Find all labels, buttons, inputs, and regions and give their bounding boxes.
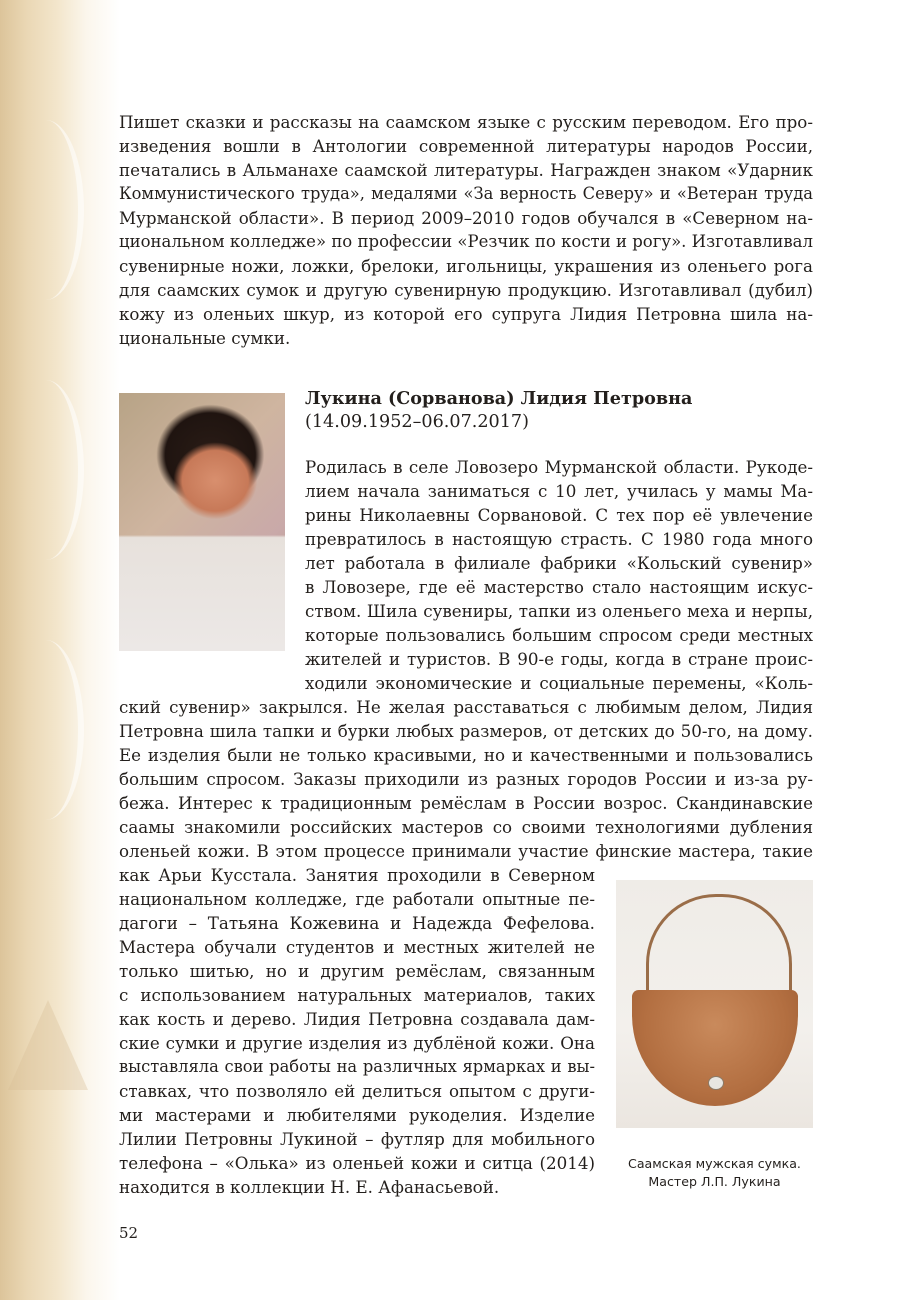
page-number: 52 xyxy=(119,1224,139,1242)
text-line: для саамских сумок и другую сувенирную продукцию. Изготавливал (дубил) xyxy=(119,280,813,300)
text-line: превратилось в настоящую страсть. С 1980 года много xyxy=(305,529,813,549)
text-line: Петровна шила тапки и бурки любых размеров, от детских до 50-го, на дому. xyxy=(119,721,813,741)
text-line: изведения вошли в Антологии современной литературы народов России, xyxy=(119,136,813,156)
text-line: печатались в Альманахе саамской литературы. Награжден знаком «Ударник xyxy=(119,160,813,180)
text-line: ский сувенир» закрылся. Не желая расставаться с любимым делом, Лидия xyxy=(119,697,813,717)
text-line: находится в коллекции Н. Е. Афанасьевой. xyxy=(119,1177,500,1197)
text-line: сувенирные ножи, ложки, брелоки, игольницы, украшения из оленьего рога xyxy=(119,256,813,276)
text-line: ми мастерами и любителями рукоделия. Изделие xyxy=(119,1105,595,1125)
bag-photo xyxy=(616,880,813,1128)
text-line: оленьей кожи. В этом процессе принимали участие финские мастера, такие xyxy=(119,841,813,861)
text-line: Пишет сказки и рассказы на саамском языке с русским переводом. Его про- xyxy=(119,112,813,132)
bag-button xyxy=(708,1076,724,1090)
decorative-wave xyxy=(8,380,84,560)
text-line: как кость и дерево. Лидия Петровна создавала дам- xyxy=(119,1009,595,1029)
text-line: ставках, что позволяло ей делиться опытом с други- xyxy=(119,1081,595,1101)
text-line: Коммунистического труда», медалями «За верность Северу» и «Ветеран труда xyxy=(119,184,813,203)
decorative-wave xyxy=(8,640,84,820)
text-line: ские сумки и другие изделия из дублёной кожи. Она xyxy=(119,1033,595,1053)
text-line: как Арьи Кусстала. Занятия проходили в Северном xyxy=(119,865,595,885)
text-line: циональные сумки. xyxy=(119,328,291,348)
text-line: лет работала в филиале фабрики «Кольский сувенир» xyxy=(305,553,813,573)
text-line: только шитью, но и другим ремёслам, связанным xyxy=(119,961,595,981)
text-line: ходили экономические и социальные перемены, «Коль- xyxy=(305,673,813,693)
text-line: Мастера обучали студентов и местных жителей не xyxy=(119,937,595,957)
text-line: с использованием натуральных материалов, таких xyxy=(119,985,595,1005)
text-line: Лилии Петровны Лукиной – футляр для мобильного xyxy=(119,1129,595,1149)
portrait-photo xyxy=(119,393,285,651)
bag-caption-line: Мастер Л.П. Лукина xyxy=(648,1174,781,1189)
text-line: выставляла свои работы на различных ярмарках и вы- xyxy=(119,1057,595,1076)
text-line: саамы знакомили российских мастеров со своими технологиями дубления xyxy=(119,817,813,837)
person-name: Лукина (Сорванова) Лидия Петровна xyxy=(305,388,693,409)
text-line: дагоги – Татьяна Кожевина и Надежда Фефелова. xyxy=(119,913,595,933)
text-line: большим спросом. Заказы приходили из разных городов России и из-за ру- xyxy=(119,769,813,789)
text-line: кожу из оленьих шкур, из которой его супруга Лидия Петровна шила на- xyxy=(119,304,813,324)
text-line: Ее изделия были не только красивыми, но и качественными и пользовались xyxy=(119,745,813,765)
text-line: Родилась в селе Ловозеро Мурманской области. Рукоде- xyxy=(305,457,813,477)
bag-caption-line: Саамская мужская сумка. xyxy=(628,1156,801,1171)
text-line: жителей и туристов. В 90-е годы, когда в стране проис- xyxy=(305,649,813,669)
text-line: лием начала заниматься с 10 лет, училась у мамы Ма- xyxy=(305,481,813,501)
decorative-tent-icon xyxy=(8,1000,88,1090)
person-dates: (14.09.1952–06.07.2017) xyxy=(305,412,529,432)
text-line: которые пользовались большим спросом среди местных xyxy=(305,625,813,645)
decorative-side-band xyxy=(0,0,120,1300)
text-line: Мурманской области». В период 2009–2010 годов обучался в «Северном на- xyxy=(119,208,813,228)
text-line: рины Николаевны Сорвановой. С тех пор её увлечение xyxy=(305,505,813,525)
text-line: циональном колледже» по профессии «Резчик по кости и рогу». Изготавливал xyxy=(119,232,813,251)
text-line: ством. Шила сувениры, тапки из оленьего меха и нерпы, xyxy=(305,601,813,621)
text-line: в Ловозере, где её мастерство стало настоящим искус- xyxy=(305,577,813,597)
text-line: бежа. Интерес к традиционным ремёслам в России возрос. Скандинавские xyxy=(119,793,813,813)
decorative-wave xyxy=(8,120,84,300)
text-line: телефона – «Олька» из оленьей кожи и ситца (2014) xyxy=(119,1153,595,1173)
text-line: национальном колледже, где работали опытные пе- xyxy=(119,889,595,909)
